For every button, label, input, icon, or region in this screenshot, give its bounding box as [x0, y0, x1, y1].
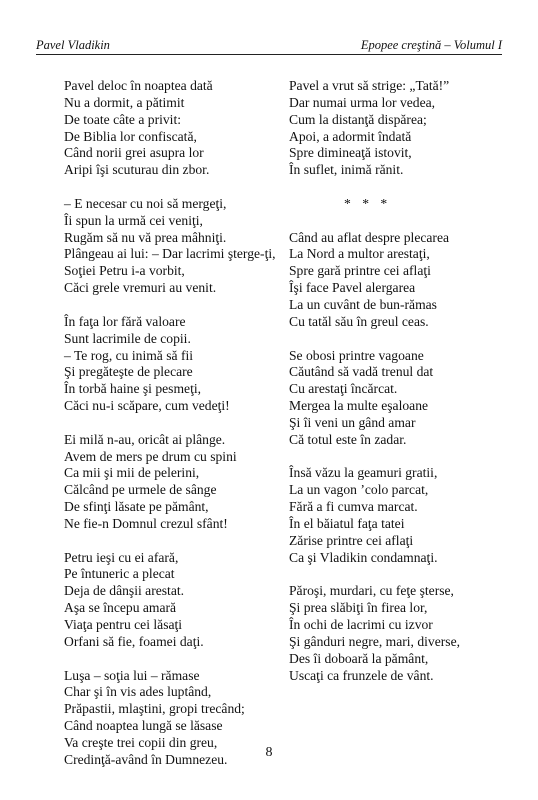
verse-line: În suflet, inimă rănit. [289, 162, 404, 178]
stanza-separator: * * * [344, 195, 392, 211]
stanza [289, 230, 460, 331]
verse-line: Căci nu-i scăpare, cum vedeţi! [64, 398, 230, 414]
verse-line: Mergea la multe eşaloane [289, 398, 429, 414]
verse-line: Soţiei Petru i-a vorbit, [64, 263, 185, 279]
verse-line: Şi îi veni un gând amar [289, 414, 416, 430]
verse-line: Îi spun la urmă cei veniţi, [64, 212, 203, 228]
stanza [64, 314, 276, 415]
verse-line: Pe întuneric a plecat [64, 566, 175, 582]
verse-line: Prăpastii, mlaştini, gropi trecând; [64, 701, 245, 717]
verse-line: Spre gară printre cei aflaţi [289, 263, 431, 279]
verse-line: Ne fie-n Domnul crezul sfânt! [64, 515, 228, 531]
verse-line: Petru ieşi cu ei afară, [64, 549, 179, 565]
verse-line: Pavel deloc în noaptea dată [64, 78, 213, 93]
stanza [64, 432, 276, 533]
verse-line: Zărise printre cei aflaţi [289, 532, 414, 548]
right-column [289, 78, 460, 701]
verse-line: Va creşte trei copii din greu, [64, 734, 218, 750]
verse-line: Însă văzu la geamuri gratii, [289, 465, 438, 481]
verse-line: Îşi face Pavel alergarea [289, 280, 416, 296]
separator-stanza [289, 196, 460, 213]
stanza [289, 465, 460, 566]
verse-line: Şi gânduri negre, mari, diverse, [289, 633, 461, 649]
stanza [289, 583, 460, 684]
stanza [289, 78, 460, 179]
verse-line: În faţa lor fără valoare [64, 313, 186, 329]
verse-line: Călcând pe urmele de sânge [64, 482, 217, 498]
verse-line: Plângeau ai lui: – Dar lacrimi şterge-ţi, [64, 246, 276, 262]
verse-line: Des îi doboară la pământ, [289, 650, 429, 666]
verse-line: Ca şi Vladikin condamnaţi. [289, 549, 438, 565]
verse-line: La un vagon ’colo parcat, [289, 482, 429, 498]
verse-line: În ochi de lacrimi cu izvor [289, 617, 433, 632]
verse-line: Apoi, a adormit îndată [289, 128, 412, 144]
verse-line: Păroşi, murdari, cu feţe şterse, [289, 583, 454, 599]
verse-line: – E necesar cu noi să mergeţi, [64, 195, 227, 211]
verse-line: Căutând să vadă trenul dat [289, 364, 434, 380]
verse-line: Aripi îşi scuturau din zbor. [64, 162, 210, 178]
verse-line: Avem de mers pe drum cu spini [64, 448, 237, 464]
verse-line: De Biblia lor confiscată, [64, 128, 197, 144]
verse-line: Pavel a vrut să strige: „Tată!” [289, 78, 450, 93]
verse-line: Dar numai urma lor vedea, [289, 94, 436, 110]
verse-line: La Nord a multor arestaţi, [289, 246, 430, 262]
verse-line: Când norii grei asupra lor [64, 145, 204, 161]
stanza [289, 348, 460, 449]
verse-line: Char şi în vis ades luptând, [64, 684, 212, 700]
verse-line: Rugăm să nu vă prea mâhniţi. [64, 229, 227, 245]
verse-line: Sunt lacrimile de copii. [64, 330, 191, 346]
verse-line: Când noaptea lungă se lăsase [64, 718, 223, 734]
verse-line: Cu tatăl său în greul ceas. [289, 313, 429, 329]
verse-line: Căci grele vremuri au venit. [64, 280, 217, 296]
verse-line: Cum la distanţă dispărea; [289, 111, 427, 127]
header-author: Pavel Vladikin [36, 38, 110, 52]
page-header [36, 36, 502, 55]
verse-line: Se obosi printre vagoane [289, 347, 424, 363]
verse-line: Ca mii şi mii de pelerini, [64, 465, 200, 481]
verse-line: Cu arestaţi încărcat. [289, 381, 398, 397]
verse-line: Fără a fi cumva marcat. [289, 499, 418, 515]
verse-line: Când au aflat despre plecarea [289, 229, 450, 245]
left-column [64, 78, 276, 785]
stanza [64, 78, 276, 179]
verse-line: – Te rog, cu inimă să fii [64, 347, 194, 363]
verse-line: Aşa se începu amară [64, 600, 177, 616]
verse-line: Luşa – soţia lui – rămase [64, 667, 200, 683]
verse-line: Orfani să fie, foamei daţi. [64, 633, 204, 649]
header-title: Epopee creştină – Volumul I [360, 38, 502, 52]
page-number: 8 [265, 745, 273, 760]
verse-line: Deja de dânşii arestat. [64, 583, 185, 599]
verse-line: Uscaţi ca frunzele de vânt. [289, 667, 434, 683]
verse-line: În el băiatul faţa tatei [289, 515, 405, 531]
verse-line: Viaţa pentru cei lăsaţi [64, 617, 183, 632]
verse-line: La un cuvânt de bun-rămas [289, 296, 437, 312]
verse-line: De toate câte a privit: [64, 111, 182, 127]
verse-line: Şi prea slăbiţi în firea lor, [289, 600, 428, 616]
verse-line: Spre dimineaţă istovit, [289, 145, 412, 161]
verse-line: În torbă haine şi pesmeţi, [64, 381, 202, 397]
verse-line: Şi pregăteşte de plecare [64, 364, 193, 380]
verse-line: Ei milă n-au, oricât ai plânge. [64, 431, 226, 447]
verse-line: De sfinţi lăsate pe pământ, [64, 499, 209, 515]
verse-line: Că totul este în zadar. [289, 431, 407, 447]
verse-line: Credinţă-având în Dumnezeu. [64, 751, 228, 767]
verse-line: Nu a dormit, a pătimit [64, 94, 185, 110]
stanza [64, 550, 276, 651]
stanza [64, 196, 276, 297]
